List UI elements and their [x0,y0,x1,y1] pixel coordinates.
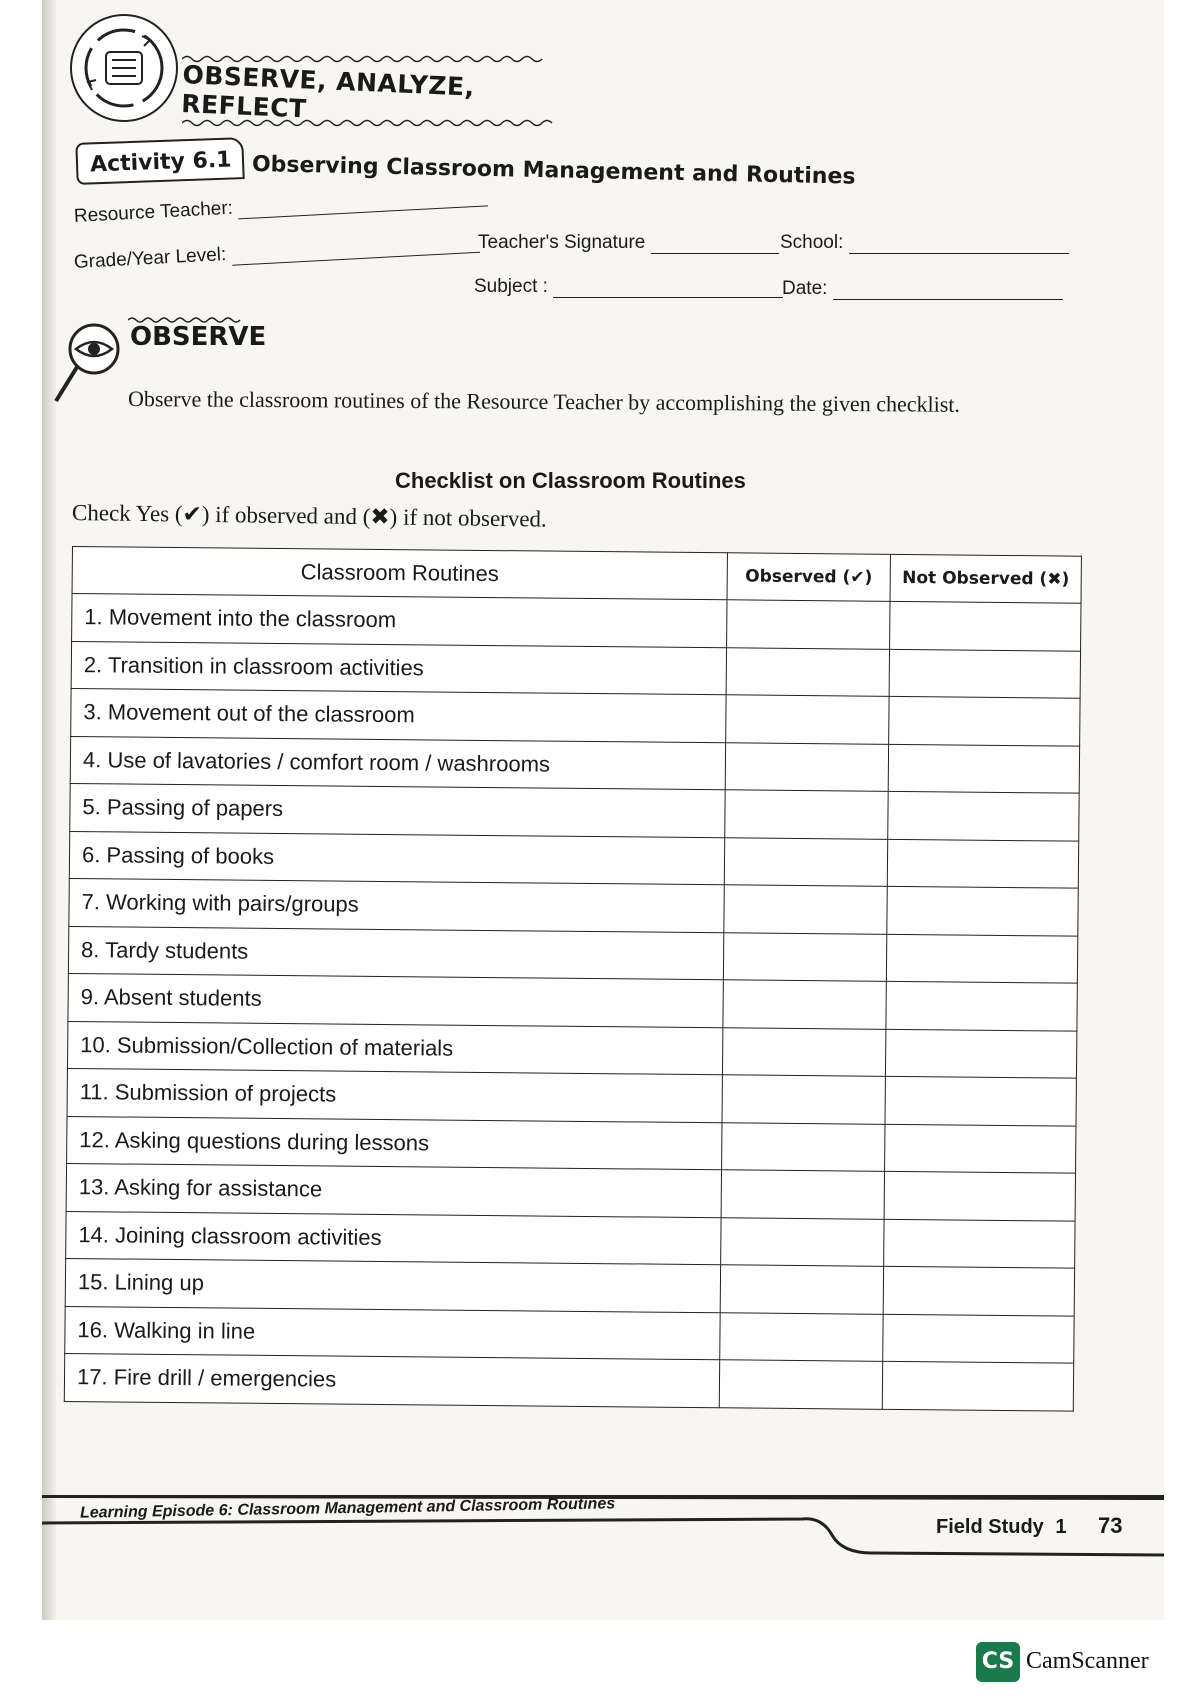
routine-label: 10. Submission/Collection of materials [67,1021,722,1075]
routine-label: 14. Joining classroom activities [66,1211,721,1265]
routine-label: 6. Passing of books [69,831,724,885]
not-observed-cell[interactable] [885,1029,1076,1078]
not-observed-cell[interactable] [886,934,1077,983]
not-observed-cell[interactable] [889,649,1080,698]
camscanner-name: CamScanner [1026,1648,1149,1674]
not-observed-cell[interactable] [882,1361,1073,1410]
teacher-signature-label: Teacher's Signature [478,232,646,253]
camscanner-logo: CS [976,1642,1020,1682]
not-observed-cell[interactable] [888,744,1079,793]
checklist-title: Checklist on Classroom Routines [395,468,746,493]
routine-label: 17. Fire drill / emergencies [64,1353,719,1407]
footer-episode: Learning Episode 6: Classroom Management and Classroom Routines [79,1495,616,1522]
observed-cell[interactable] [726,647,889,696]
page-binding-shadow [42,0,56,1620]
page-number: 73 [1098,1513,1123,1538]
observed-cell[interactable] [725,742,888,791]
observe-analyze-reflect-badge [70,14,550,124]
routine-label: 3. Movement out of the classroom [71,688,726,742]
routine-label: 15. Lining up [65,1258,720,1312]
resource-teacher-label: Resource Teacher: [73,197,234,227]
observed-cell[interactable] [721,1217,884,1266]
observed-cell[interactable] [723,932,886,981]
routine-label: 8. Tardy students [68,926,723,980]
not-observed-cell[interactable] [883,1266,1074,1315]
header-observed: Observed (✔) [727,553,890,602]
routine-label: 1. Movement into the classroom [72,594,727,648]
activity-number: Activity 6.1 [75,137,244,185]
header-not-observed: Not Observed (✖) [890,554,1081,603]
observed-cell[interactable] [724,885,887,934]
observed-cell[interactable] [722,1122,885,1171]
subject-line[interactable] [553,296,783,298]
checklist-table [64,546,1082,1411]
teacher-signature-field [478,232,779,254]
badge-title: OBSERVE, ANALYZE, REFLECT [180,60,476,124]
observed-cell[interactable] [720,1265,883,1314]
observed-cell[interactable] [722,1075,885,1124]
routine-label: 16. Walking in line [65,1306,720,1360]
subject-field [474,276,783,298]
cycle-icon [70,14,178,122]
observe-heading: OBSERVE [130,322,267,352]
magnifier-eye-icon [50,315,130,407]
not-observed-cell[interactable] [885,1076,1076,1125]
observed-cell[interactable] [719,1360,882,1409]
date-line[interactable] [833,298,1063,300]
routine-label: 13. Asking for assistance [66,1163,721,1217]
footer-series-number: 1 [1055,1516,1067,1538]
activity-title: Observing Classroom Management and Routines [251,152,856,190]
footer-series-label: Field Study [936,1516,1044,1538]
routine-label: 7. Working with pairs/groups [69,878,724,932]
not-observed-cell[interactable] [883,1314,1074,1363]
routine-label: 4. Use of lavatories / comfort room / washrooms [70,736,725,790]
header-classroom-routines: Classroom Routines [72,547,727,600]
school-label: School: [780,232,844,253]
observed-cell[interactable] [725,790,888,839]
grade-level-label: Grade/Year Level: [73,244,227,273]
school-line[interactable] [849,252,1069,254]
not-observed-cell[interactable] [889,696,1080,745]
routine-label: 12. Asking questions during lessons [67,1116,722,1170]
routine-label: 11. Submission of projects [67,1068,722,1122]
not-observed-cell[interactable] [890,601,1081,650]
teacher-signature-line[interactable] [651,252,779,254]
observed-cell[interactable] [720,1312,883,1361]
subject-label: Subject : [474,276,548,297]
date-label: Date: [782,278,828,299]
observed-cell[interactable] [721,1170,884,1219]
not-observed-cell[interactable] [887,839,1078,888]
checklist-note: Check Yes (✔) if observed and (✖) if not observed. [71,500,547,532]
observed-cell[interactable] [726,695,889,744]
school-field [780,232,1069,254]
observed-cell[interactable] [727,600,890,649]
footer-series [936,1516,1066,1539]
table-row [64,1353,1073,1410]
not-observed-cell[interactable] [885,1124,1076,1173]
badge-wave-bottom [182,118,582,128]
observed-cell[interactable] [722,1027,885,1076]
not-observed-cell[interactable] [884,1171,1075,1220]
date-field [782,278,1063,300]
routine-label: 9. Absent students [68,973,723,1027]
not-observed-cell[interactable] [888,791,1079,840]
observed-cell[interactable] [723,980,886,1029]
not-observed-cell[interactable] [884,1219,1075,1268]
not-observed-cell[interactable] [887,886,1078,935]
observe-instruction: Observe the classroom routines of the Resource Teacher by accomplishing the given checklist. [127,386,961,417]
not-observed-cell[interactable] [886,981,1077,1030]
routine-label: 2. Transition in classroom activities [71,641,726,695]
routine-label: 5. Passing of papers [70,783,725,837]
observed-cell[interactable] [724,837,887,886]
